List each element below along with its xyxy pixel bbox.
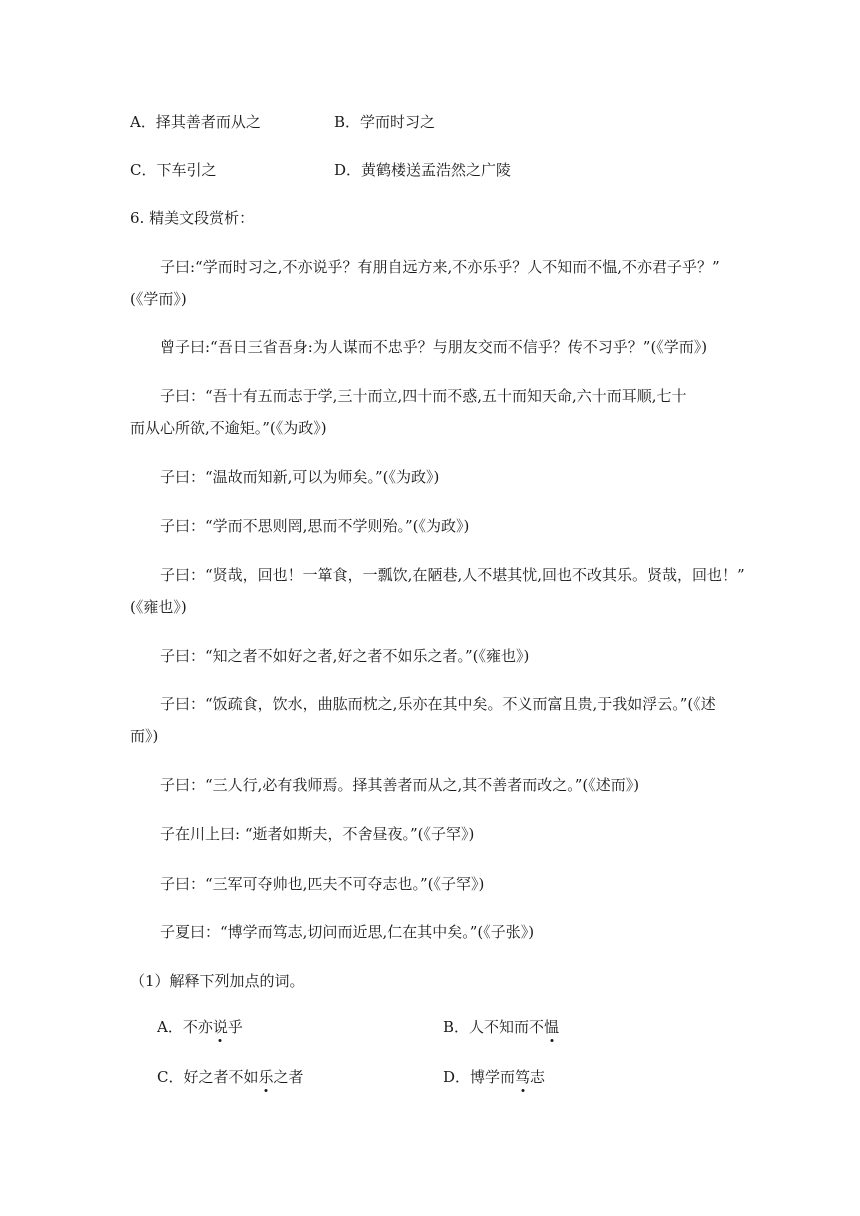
sub-question-1: （1）解释下列加点的词。 xyxy=(130,972,305,990)
passage-10-line-1: 子在川上曰: “逝者如斯夫，不舍昼夜。”(《子罕》) xyxy=(160,825,475,843)
sub-option-b-dotted-char: 愠 xyxy=(544,1018,560,1036)
passage-2-line-1: 曾子曰:“吾日三省吾身:为人谋而不忠乎？与朋友交而不信乎？传不习乎？”(《学而》) xyxy=(160,338,708,356)
passage-7-line-1: 子曰：“知之者不如好之者,好之者不如乐之者。”(《雍也》) xyxy=(160,647,530,665)
passage-12-line-1: 子夏曰：“博学而笃志,切问而近思,仁在其中矣。”(《子张》) xyxy=(160,923,535,941)
passage-6-line-2: (《雍也》) xyxy=(130,598,187,616)
sub-option-a-suffix: 乎 xyxy=(227,1018,243,1036)
sub-option-d-prefix: D．博学而 xyxy=(443,1068,516,1086)
option-b: B．学而时习之 xyxy=(334,113,436,131)
passage-1-line-2: (《学而》) xyxy=(130,290,187,308)
sub-option-a xyxy=(157,1016,243,1038)
passage-8-line-2: 而》) xyxy=(130,727,159,745)
passage-6-line-1: 子曰：“贤哉，回也！一箪食，一瓢饮,在陋巷,人不堪其忧,回也不改其乐。贤哉，回也！” xyxy=(160,566,745,584)
sub-option-a-prefix: A．不亦 xyxy=(157,1018,213,1036)
sub-option-a-dotted-char: 说 xyxy=(212,1018,228,1036)
sub-option-c xyxy=(157,1066,304,1088)
passage-5-line-1: 子曰：“学而不思则罔,思而不学则殆。”(《为政》) xyxy=(160,517,470,535)
passage-4-line-1: 子曰：“温故而知新,可以为师矣。”(《为政》) xyxy=(160,468,440,486)
passage-8-line-1: 子曰：“饭疏食，饮水，曲肱而枕之,乐亦在其中矣。不义而富且贵,于我如浮云。”(《述 xyxy=(160,695,716,713)
sub-option-b-prefix: B．人不知而不 xyxy=(443,1018,545,1036)
passage-3-line-1: 子曰：“吾十有五而志于学,三十而立,四十而不惑,五十而知天命,六十而耳顺,七十 xyxy=(160,387,687,405)
sub-option-b xyxy=(443,1016,559,1038)
option-c: C．下车引之 xyxy=(130,161,217,179)
passage-3-line-2: 而从心所欲,不逾矩。”(《为政》) xyxy=(130,419,327,437)
sub-option-c-suffix: 之者 xyxy=(273,1068,304,1086)
sub-option-d-dotted-char: 笃 xyxy=(515,1068,531,1086)
sub-option-c-prefix: C．好之者不如 xyxy=(157,1068,259,1086)
passage-9-line-1: 子曰：“三人行,必有我师焉。择其善者而从之,其不善者而改之。”(《述而》) xyxy=(160,776,640,794)
passage-1-line-1: 子曰:“学而时习之,不亦说乎？有朋自远方来,不亦乐乎？人不知而不愠,不亦君子乎？” xyxy=(160,258,720,276)
sub-option-d xyxy=(443,1066,545,1088)
question-6-heading: 6. 精美文段赏析： xyxy=(130,209,255,227)
passage-11-line-1: 子曰：“三军可夺帅也,匹夫不可夺志也。”(《子罕》) xyxy=(160,875,485,893)
sub-option-c-dotted-char: 乐 xyxy=(258,1068,274,1086)
option-d: D．黄鹤楼送孟浩然之广陵 xyxy=(334,161,512,179)
sub-option-d-suffix: 志 xyxy=(530,1068,546,1086)
option-a: A．择其善者而从之 xyxy=(130,113,261,131)
